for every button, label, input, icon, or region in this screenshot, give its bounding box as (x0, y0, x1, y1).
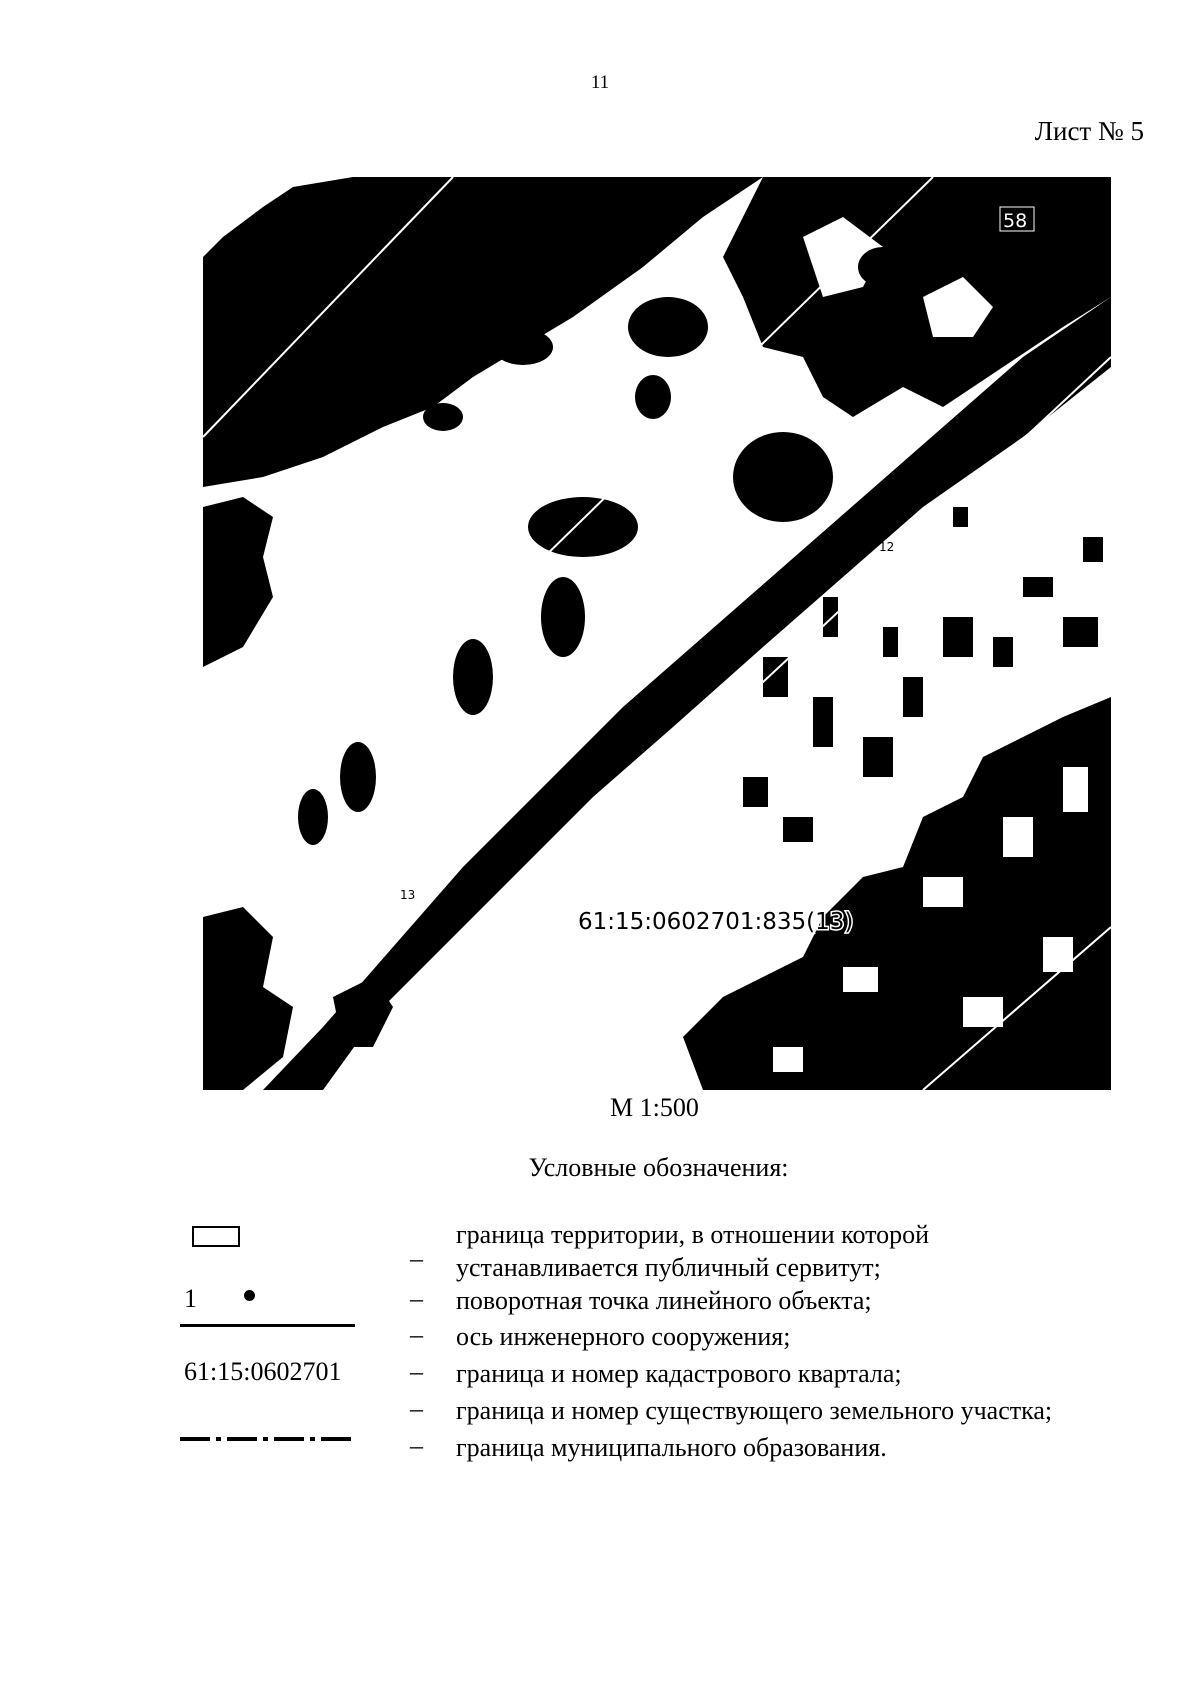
legend-dash: – (410, 1394, 423, 1423)
legend-text: поворотная точка линейного объекта; (456, 1286, 872, 1315)
sheet-label: Лист № 5 (1034, 116, 1144, 146)
legend-dash: – (410, 1357, 423, 1386)
legend-row-land-plot (0, 1394, 1200, 1434)
map-point-label-13: 13 (400, 888, 416, 902)
legend-dash: – (410, 1431, 423, 1460)
map-svg (203, 177, 1111, 1090)
legend-dash: – (410, 1320, 423, 1349)
page-number: 11 (590, 72, 610, 93)
legend-row-municipal-boundary (0, 1431, 1200, 1471)
map-image (203, 177, 1111, 1090)
map-parcel-label (578, 909, 853, 935)
legend-dash: – (410, 1284, 423, 1313)
point-dot-icon (244, 1290, 255, 1301)
map-scale: М 1:500 (610, 1093, 699, 1122)
legend-text: граница муниципального образования. (456, 1433, 887, 1462)
point-number: 1 (184, 1284, 197, 1313)
legend-text: ось инженерного сооружения; (456, 1322, 791, 1351)
legend-symbol-cadastral-number (180, 1357, 355, 1393)
map-point-label-58 (1000, 207, 1034, 232)
dash-dot-line-icon (180, 1429, 355, 1449)
legend-text-line-2: устанавливается публичный сервитут; (456, 1253, 881, 1282)
map-point-label-12: 12 (879, 540, 895, 554)
legend-symbol-dash-dot-line (180, 1429, 355, 1465)
solid-line-icon (180, 1324, 355, 1327)
cadastral-number: 61:15:0602701 (184, 1357, 342, 1386)
svg-text:58: 58 (1003, 210, 1028, 232)
legend-symbol-rectangle (180, 1222, 355, 1258)
rectangle-icon (192, 1226, 240, 1247)
legend-row-axis-line (0, 1320, 1200, 1360)
legend-text (456, 1218, 929, 1284)
legend-text: граница и номер существующего земельного участка; (456, 1396, 1053, 1425)
svg-text:61:15:0602701:835(13): 61:15:0602701:835(13) (578, 909, 854, 935)
legend-symbol-solid-line (180, 1310, 355, 1346)
legend-row-servitude-boundary (0, 1218, 1200, 1282)
legend-title: Условные обозначения: (528, 1153, 789, 1182)
legend-dash: – (410, 1244, 423, 1273)
legend-text-line-1: граница территории, в отношении которой (456, 1220, 930, 1249)
legend-row-cadastral-quarter (0, 1357, 1200, 1397)
legend-text: граница и номер кадастрового квартала; (456, 1359, 902, 1388)
